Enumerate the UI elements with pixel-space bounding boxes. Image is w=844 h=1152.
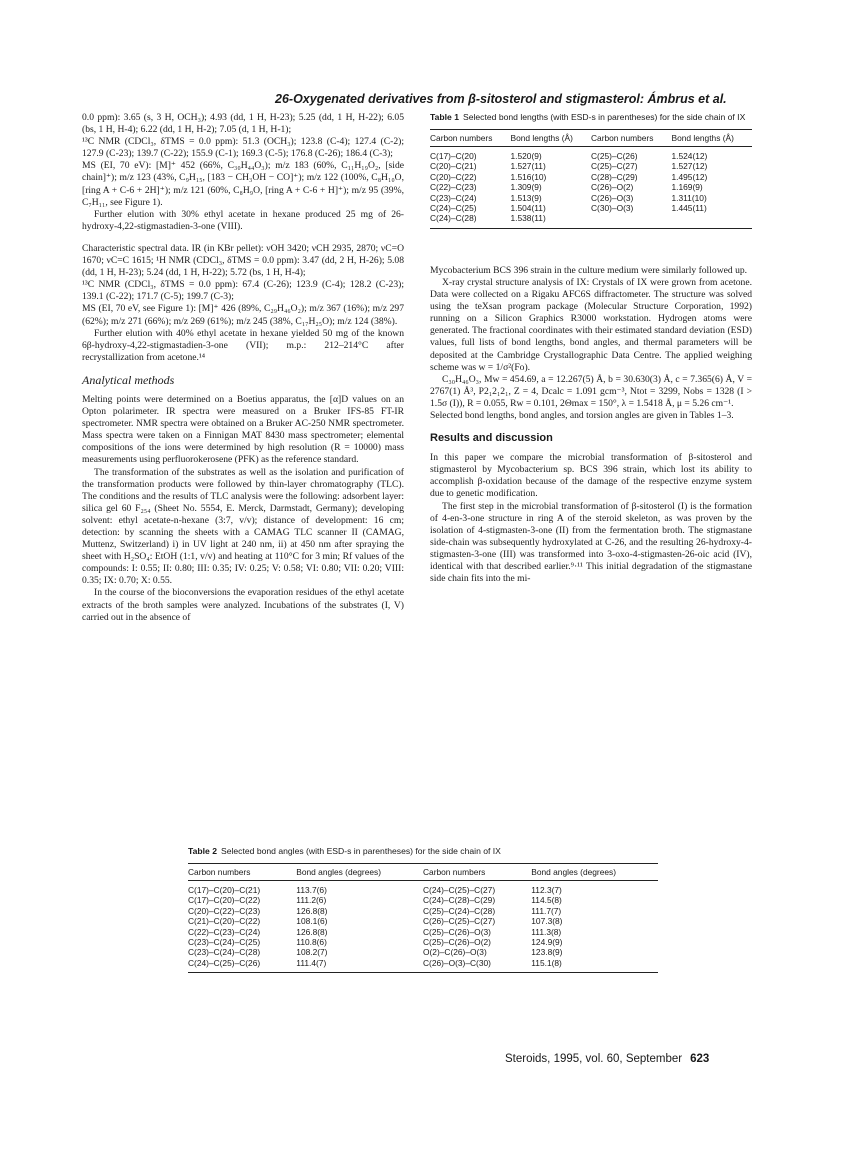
table-cell: C(26)–O(3): [591, 192, 634, 203]
table-cell: C(24)–C(28): [430, 213, 511, 228]
table-cell: 124.9(9): [531, 937, 563, 948]
paragraph: MS (EI, 70 eV, see Figure 1): [M]⁺ 426 (89%, C₂₉H₄₆O₂); m/z 367 (16%); m/z 297 (62%); m/z 271 (66%); m/z 269 (61%); m/z 245 (38%, C₁₇H₂₅O); m/z 124 (38%).: [82, 303, 404, 327]
table-header: Carbon numbers: [591, 130, 672, 147]
paragraph: The transformation of the substrates as well as the isolation and purification of the transformation products were followed by thin-layer chromatography (TLC). The conditions and the results of TLC analysis were the following: adsorbent layer: silica gel 60 F₂₅₄ (Sheet No. 5554, E. Merck, Darmstadt, Germany); developing solvent: ethyl acetate-n-hexane (3:7, v/v); distance of development: 16 cm; detection: by scanning the sheets with a CAMAG TLC scanner II (CAMAG, Muttenz, Switzerland) i) in UV light at 240 nm, ii) at 450 nm after spraying the sheet with H₂SO₄: EtOH (1:1, v/v) and heating at 110°C for 3 min; Rf values of the compounds: I: 0.55; II: 0.80; III: 0.35; IV: 0.25; V: 0.58; VI: 0.80; VII: 0.20; VIII: 0.35; IX: 0.70; X: 0.55.: [82, 466, 404, 587]
table-row: [430, 213, 752, 228]
table-cell: C(21)–C(20)–C(22): [188, 916, 261, 927]
table-cell: C(24)–C(25)–C(26): [188, 958, 296, 973]
table-header: Carbon numbers: [188, 864, 296, 881]
table-cell: 111.2(6): [296, 895, 327, 906]
table-cell: 111.4(7): [296, 958, 423, 973]
paragraph: Further elution with 30% ethyl acetate in hexane produced 25 mg of 26-hydroxy-4,22-stigmastadien-3-one (VIII).: [82, 208, 404, 232]
table-row: [430, 172, 752, 182]
running-header: 26-Oxygenated derivatives from β-sitosterol and stigmasterol: Ámbrus et al.: [275, 92, 727, 106]
table-cell: C(26)–C(25)–C(27): [422, 916, 496, 927]
table-row: [430, 147, 752, 162]
table-cell: C(25)–C(26)–O(3): [422, 926, 491, 937]
table-cell: C(17)–C(20)–C(21): [188, 885, 261, 895]
table-cell: 126.8(8): [296, 905, 328, 916]
table-label: Table 2: [188, 846, 217, 856]
table-caption: [188, 846, 658, 857]
paragraph: The first step in the microbial transformation of β-sitosterol (I) is the formation of 4-en-3-one structure in ring A of the steroid skeleton, as was proven by the isolation of 4-stigmasten-3-one (II) from the fermentation broth. The stigmastane side-chain was subsequently hydroxylated at C-26, and the resulting 26-hydroxy-4-stigmasten-3-one (III) was transformed into 3-oxo-4-stigmasten-26-oic acid (IV), identical with that described earlier.⁹·¹¹ This initial degradation of the stigmastane side chain fits into the mi-: [430, 500, 752, 585]
table-cell: C(28)–C(29): [591, 171, 638, 182]
left-column: [82, 112, 404, 624]
table-header: Carbon numbers: [423, 864, 531, 881]
paragraph: In this paper we compare the microbial transformation of β-sitosterol and stigmasterol by Mycobacterium sp. BCS 396 strain, which lost its ability to accomplish β-oxidation because of the damage of the respective enzyme system due to genetic modification.: [430, 452, 752, 500]
paragraph: Melting points were determined on a Boetius apparatus, the [α]D values on an Opton polarimeter. IR spectra were measured on a Bruker IFS-85 FT-IR spectrometer. NMR spectra were obtained on a Bruker AC-250 NMR spectrometer. Mass spectra were taken on a Finnigan MAT 8430 mass spectrometer; elemental compositions of the ions were determined by high resolution (R = 10000) mass measurements using perfluorokerosene (PFK) as the reference standard.: [82, 393, 404, 466]
paragraph: ¹³C NMR (CDCl₃, δTMS = 0.0 ppm): 51.3 (OCH₃); 123.8 (C-4); 127.4 (C-2); 127.9 (C-23); 139.7 (C-22); 155.9 (C-1); 169.3 (C-5); 176.8 (C-26); 186.4 (C-3);: [82, 136, 404, 160]
journal-citation: Steroids, 1995, vol. 60, September: [505, 1053, 683, 1065]
paragraph: In the course of the bioconversions the evaporation residues of the ethyl acetate extracts of the broth samples were analyzed. Incubations of the substrates (I, V) carried out in the absence of: [82, 587, 404, 623]
table-1: [430, 112, 752, 229]
table-cell: 108.1(6): [296, 916, 328, 927]
table-cell: C(20)–C(22)–C(23): [188, 905, 261, 916]
table-cell: 112.3(7): [531, 885, 562, 895]
bond-lengths-table: [430, 129, 752, 229]
table-header: Bond angles (degrees): [531, 864, 658, 881]
table-cell: C(26)–O(3)–C(30): [423, 958, 531, 973]
table-row: [430, 182, 752, 192]
paragraph: Characteristic spectral data. IR (in KBr pellet): νOH 3420; νCH 2935, 2870; νC=O 1670; νC=C 1615; ¹H NMR (CDCl₃, δTMS = 0.0 ppm): 3.47 (dd, 2 H, H-26); 5.08 (dd, 1 H, H-23); 5.24 (dd, 1 H, H-22); 5.72 (bs, 1 H, H-4);: [82, 242, 404, 279]
table-cell: 110.8(6): [296, 937, 327, 948]
table-row: [188, 958, 658, 973]
table-cell: 114.5(8): [531, 895, 562, 906]
table-cell: 126.8(8): [296, 926, 328, 937]
table-cell: 111.3(8): [531, 926, 562, 937]
table-cell: 1.524(12): [671, 151, 708, 161]
table-cell: 123.8(9): [531, 947, 563, 958]
table-cell: 1.516(10): [510, 171, 547, 182]
table-cell: 1.527(11): [510, 161, 546, 172]
table-row: [188, 916, 658, 926]
paragraph: X-ray crystal structure analysis of IX: Crystals of IX were grown from acetone. Data were collected on a Rigaku AFC6S diffractometer. The structure was solved using the teXsan program package (Molecular Structure Corporation, 1992) running on a Silicon Graphics R3000 workstation. Hydrogen atoms were generated. The fractional coordinates with their estimated standard deviation (ESD) values, full lists of bond lengths, bond angles, and thermal parameters will be deposited at the Cambridge Crystallographic Data Centre. The applied weighing scheme was w = 1/σ²(Fo).: [430, 276, 752, 373]
table-header: Bond lengths (Å): [672, 130, 753, 147]
paragraph: C₃₀H₄₆O₃, Mw = 454.69, a = 12.267(5) Å, b = 30.630(3) Å, c = 7.365(6) Å, V = 2767(1) Å³, P2₁2₁2₁, Z = 4, Dcalc = 1.091 gcm⁻³, Ntot = 3299, Nobs = 1328 (I > 1.5σ (I)), R = 0.055, Rw = 0.101, 2Θmax = 150°, λ = 1.5418 Å, μ = 5.26 cm⁻¹.: [430, 373, 752, 409]
table-cell: 1.169(9): [671, 182, 703, 193]
table-cell: 1.445(11): [671, 203, 707, 214]
table-cell: C(25)–C(26): [591, 151, 638, 161]
table-cell: 1.309(9): [510, 182, 542, 193]
table-row: [188, 881, 658, 896]
page-number: 623: [690, 1053, 710, 1065]
table-cell: C(24)–C(28)–C(29): [422, 895, 496, 906]
table-cell: 115.1(8): [531, 958, 658, 973]
table-caption: [430, 112, 752, 123]
table-cell: C(24)–C(25): [430, 203, 477, 214]
table-caption-text: Selected bond angles (with ESD-s in parentheses) for the side chain of IX: [220, 846, 501, 856]
table-cell: C(25)–C(26)–O(2): [422, 937, 491, 948]
table-row: [188, 927, 658, 937]
table-cell: C(17)–C(20): [430, 151, 477, 161]
table-cell: C(23)–C(24): [430, 192, 477, 203]
table-cell: C(22)–C(23)–C(24): [188, 926, 261, 937]
table-cell: 1.520(9): [510, 151, 542, 161]
table-header: Carbon numbers: [430, 130, 511, 147]
table-header: Bond lengths (Å): [511, 130, 592, 147]
page-footer: [505, 1053, 709, 1065]
table-cell: C(25)–C(27): [591, 161, 638, 172]
table-cell: C(30)–O(3): [591, 203, 634, 214]
table-cell: 1.504(11): [510, 203, 546, 214]
bond-angles-table: [188, 863, 658, 973]
table-row: [188, 895, 658, 905]
paragraph: MS (EI, 70 eV): [M]⁺ 452 (66%, C₃₀H₄₄O₃); m/z 183 (60%, C₁₁H₁₉O₂, [side chain]⁺); m/z 123 (43%, C₉H₁₅, [183 − CH₃OH − CO]⁺); m/z 122 (100%, C₈H₁₀O, [ring A + C-6 + 2H]⁺); m/z 121 (60%, C₈H₉O, [ring A + C-6 + H]⁺); m/z 95 (39%, C₇H₁₁, see Figure 1).: [82, 160, 404, 208]
paragraph: Mycobacterium BCS 396 strain in the culture medium were similarly followed up.: [430, 264, 748, 276]
table-cell: 108.2(7): [296, 947, 328, 958]
table-cell: 1.495(12): [671, 171, 708, 182]
table-cell: C(26)–O(2): [591, 182, 634, 193]
table-cell: C(22)–C(23): [430, 182, 477, 193]
table-cell: 1.513(9): [510, 192, 542, 203]
paragraph: Further elution with 40% ethyl acetate in hexane yielded 50 mg of the known 6β-hydroxy-4,22-stigmastadien-3-one (VII); m.p.: 212–214°C after recrystallization from acetone.¹⁴: [82, 327, 404, 363]
section-heading: Analytical methods: [82, 372, 175, 387]
table-cell: C(24)–C(25)–C(27): [422, 885, 496, 895]
table-label: Table 1: [430, 112, 459, 122]
table-cell: 1.538(11): [511, 213, 592, 228]
table-cell: C(23)–C(24)–C(28): [188, 947, 261, 958]
table-cell: C(20)–C(21): [430, 161, 477, 172]
table-cell: 107.3(8): [531, 916, 563, 927]
table-cell: C(20)–C(22): [430, 171, 477, 182]
table-cell: 1.527(12): [671, 161, 708, 172]
section-heading: Results and discussion: [430, 432, 553, 445]
table-cell: O(2)–C(26)–O(3): [422, 947, 487, 958]
table-cell: C(23)–C(24)–C(25): [188, 937, 261, 948]
table-caption-text: Selected bond lengths (with ESD-s in parentheses) for the side chain of IX: [462, 112, 746, 122]
table-cell: C(25)–C(24)–C(28): [422, 905, 496, 916]
table-cell: 113.7(6): [296, 885, 327, 895]
paragraph: 0.0 ppm): 3.65 (s, 3 H, OCH₃); 4.93 (dd, 1 H, H-23); 5.25 (dd, 1 H, H-22); 6.05 (bs, 1 H, H-4); 6.22 (dd, 1 H, H-2); 7.05 (d, 1 H, H-1);: [82, 112, 404, 136]
table-header: Bond angles (degrees): [296, 864, 423, 881]
table-cell: [591, 213, 672, 228]
table-cell: C(17)–C(20)–C(22): [188, 895, 261, 906]
right-column: [430, 112, 752, 585]
paragraph: Selected bond lengths, bond angles, and torsion angles are given in Tables 1–3.: [430, 409, 734, 421]
table-row: [188, 937, 658, 947]
table-cell: 111.7(7): [531, 905, 562, 916]
table-row: [430, 193, 752, 203]
table-row: [188, 947, 658, 957]
table-2: [188, 846, 658, 973]
table-cell: 1.311(10): [671, 192, 707, 203]
table-row: [430, 203, 752, 213]
paragraph: ¹³C NMR (CDCl₃, δTMS = 0.0 ppm): 67.4 (C-26); 123.9 (C-4); 128.2 (C-23); 139.1 (C-22); 171.7 (C-5); 199.7 (C-3);: [82, 279, 404, 303]
table-row: [430, 161, 752, 171]
table-cell: [672, 213, 753, 228]
table-row: [188, 906, 658, 916]
